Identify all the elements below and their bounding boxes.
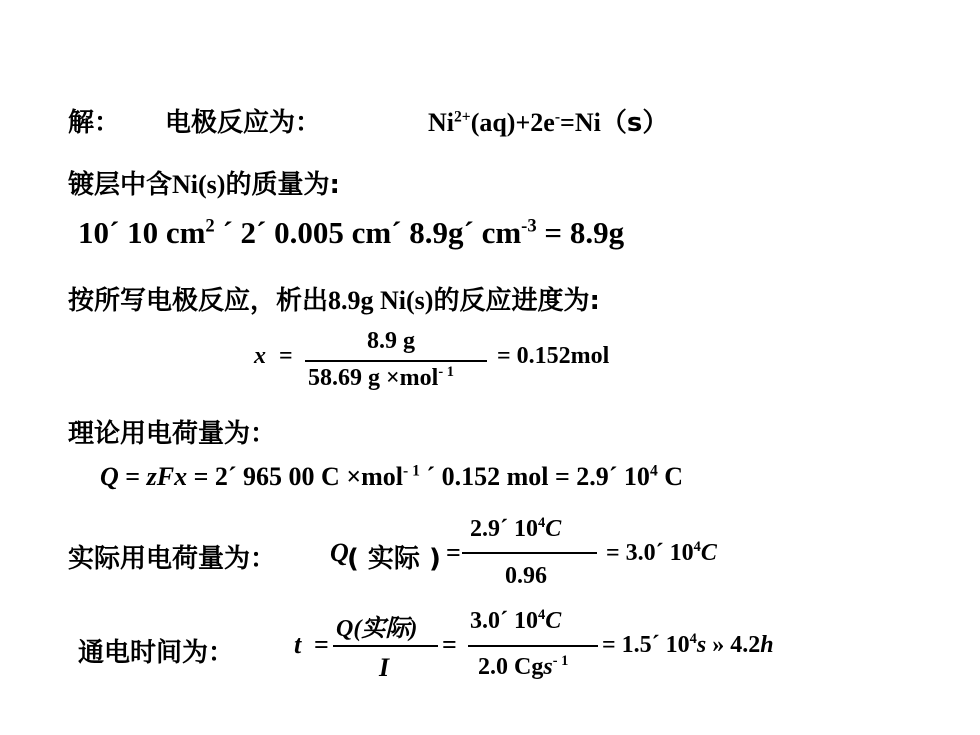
time-denominator-2: 2.0 Cgs$^{- 1}$ bbox=[478, 653, 569, 680]
time-result: = 1.5´ $10^4s$ » 4.2h bbox=[602, 631, 774, 658]
time-numerator-1: Q(实际) bbox=[336, 616, 418, 642]
actual-charge-qualifier: ( 实际 ) bbox=[347, 544, 441, 574]
time-equals: = bbox=[314, 630, 329, 659]
theoretical-charge-equation: Q = zFx = 2´ 965 00 C ×mol$^{- 1}$ ´ 0.152 mol = 2.9´ $10^4$ C bbox=[100, 462, 684, 491]
actual-charge-denominator: 0.96 bbox=[505, 563, 547, 589]
electrode-reaction-label: 电极反应为： bbox=[165, 108, 322, 138]
extent-equals: = bbox=[279, 343, 293, 369]
extent-result: = 0.152mol bbox=[497, 343, 610, 369]
extent-denominator: 58.69 g ×mol$^{- 1}$ bbox=[308, 364, 454, 391]
time-symbol: t bbox=[294, 630, 302, 659]
solution-label: 解： bbox=[68, 108, 121, 138]
actual-charge-result: = 3.0´ $10^4C$ bbox=[606, 539, 717, 566]
time-denominator-1: I bbox=[379, 653, 390, 682]
theoretical-charge-label: 理论用电荷量为： bbox=[68, 419, 277, 449]
mass-calculation: 10´ 10 $cm^2$ ´ 2´ 0.005 cm´ 8.9g´ $cm^{-3} = 8.9g$ bbox=[78, 215, 625, 250]
extent-symbol: x bbox=[254, 343, 266, 369]
time-fraction-bar-1 bbox=[333, 645, 438, 647]
extent-numerator: 8.9 g bbox=[367, 328, 415, 354]
extent-fraction-bar bbox=[305, 360, 487, 362]
electrode-reaction: $Ni^{2+}(aq)+2e^-=Ni(s)$ bbox=[428, 108, 669, 138]
time-equals-2: = bbox=[442, 630, 457, 659]
time-numerator-2: 3.0´ $10^4C$ bbox=[470, 607, 562, 634]
time-fraction-bar-2 bbox=[468, 645, 598, 647]
actual-charge-numerator: 2.9´ $10^4C$ bbox=[470, 515, 562, 542]
actual-charge-fraction-bar bbox=[462, 552, 597, 554]
actual-charge-symbol: Q bbox=[330, 538, 349, 567]
reaction-extent-label: 按所写电极反应，析出8.9g Ni(s)的反应进度为: bbox=[68, 286, 600, 316]
coating-mass-label: 镀层中含Ni(s)的质量为: bbox=[68, 170, 340, 200]
actual-charge-label: 实际用电荷量为： bbox=[68, 544, 277, 574]
electrolysis-time-label: 通电时间为： bbox=[78, 638, 235, 668]
actual-charge-equals: = bbox=[446, 538, 461, 567]
